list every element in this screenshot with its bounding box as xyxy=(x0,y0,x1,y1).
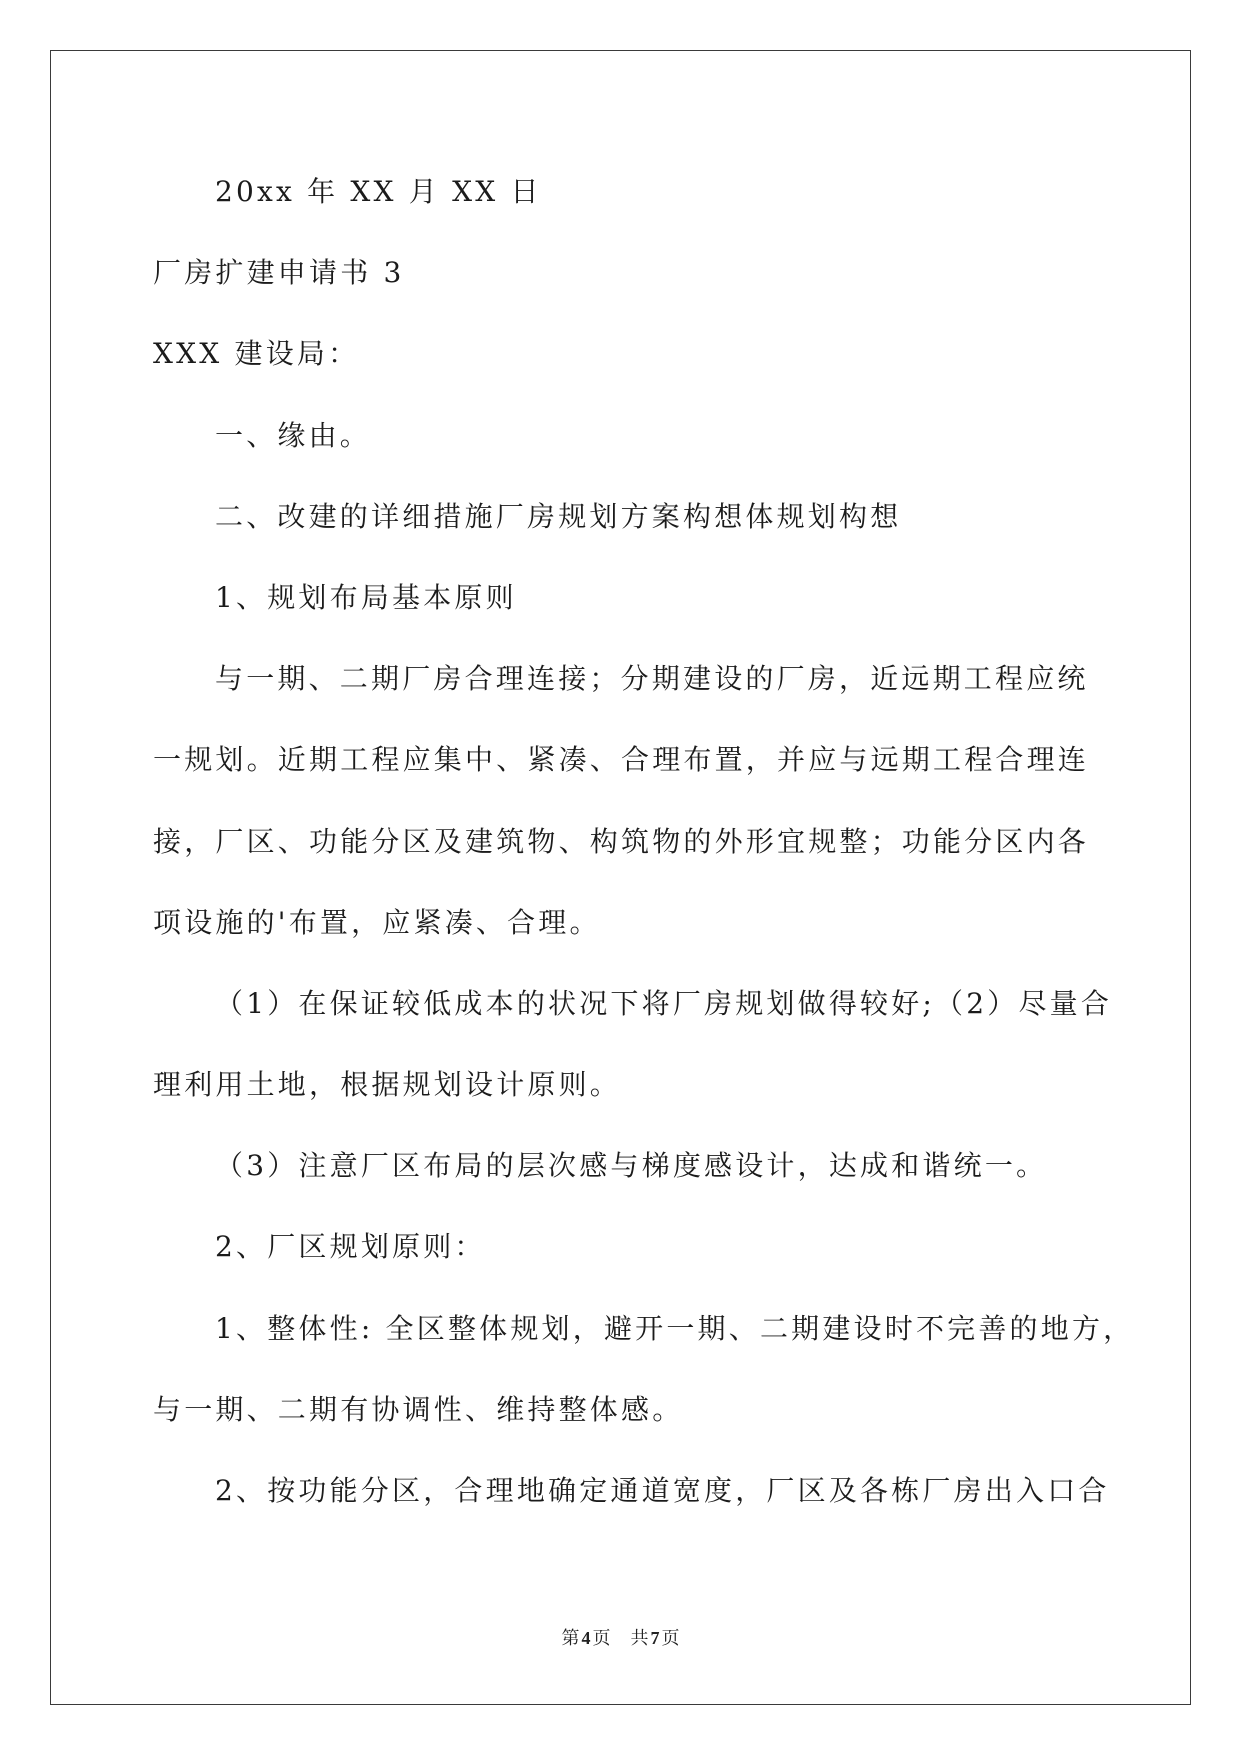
total-label-suffix: 页 xyxy=(661,1628,680,1648)
paragraph-line: 与一期、二期有协调性、维持整体感。 xyxy=(153,1392,684,1426)
page-footer xyxy=(0,1624,1241,1652)
paragraph-line: 2、按功能分区，合理地确定通道宽度，厂区及各栋厂房出入口合 xyxy=(215,1474,1110,1507)
subheading-layout-principles: 1、规划布局基本原则 xyxy=(215,580,517,614)
document-title: 厂房扩建申请书 3 xyxy=(153,256,405,290)
addressee-line: XXX 建设局： xyxy=(153,337,360,371)
paragraph-line: （1）在保证较低成本的状况下将厂房规划做得较好;（2）尽量合 xyxy=(215,986,1113,1020)
page-label-prefix: 第 xyxy=(561,1628,580,1648)
paragraph-line: 理利用土地，根据规划设计原则。 xyxy=(153,1068,622,1102)
paragraph-line: 项设施的'布置，应紧凑、合理。 xyxy=(153,905,601,939)
current-page-number: 4 xyxy=(581,1628,591,1648)
section-heading-measures: 二、改建的详细措施厂房规划方案构想体规划构想 xyxy=(215,499,902,533)
date-line: 20xx 年 XX 月 XX 日 xyxy=(215,175,542,208)
paragraph-line: 一规划。近期工程应集中、紧凑、合理布置，并应与远期工程合理连 xyxy=(153,743,1090,777)
document-body xyxy=(153,151,1183,1531)
paragraph-line: 与一期、二期厂房合理连接；分期建设的厂房，近远期工程应统 xyxy=(215,662,1089,696)
subheading-factory-principles: 2、厂区规划原则： xyxy=(215,1230,486,1264)
total-pages-number: 7 xyxy=(650,1628,660,1648)
paragraph-line: 1、整体性: 全区整体规划，避开一期、二期建设时不完善的地方， xyxy=(215,1311,1135,1345)
total-label-prefix: 共 xyxy=(630,1628,649,1648)
section-heading-reason: 一、缘由。 xyxy=(215,418,372,452)
page-label-suffix: 页 xyxy=(592,1628,611,1648)
paragraph-line: （3）注意厂区布局的层次感与梯度感设计，达成和谐统一。 xyxy=(215,1149,1048,1183)
paragraph-line: 接，厂区、功能分区及建筑物、构筑物的外形宜规整；功能分区内各 xyxy=(153,824,1090,858)
